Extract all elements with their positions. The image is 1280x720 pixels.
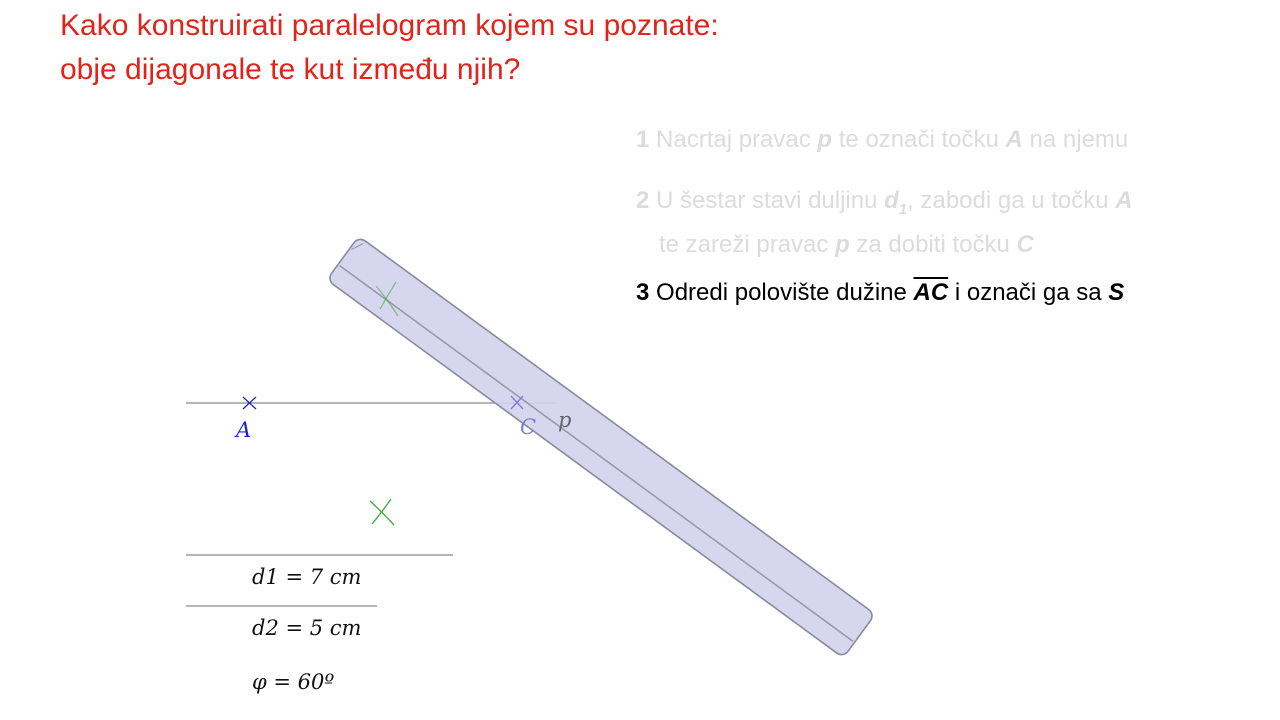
- given-d1: d1 = 7 cm: [252, 565, 362, 589]
- step-text: , zabodi ga u točku: [907, 187, 1116, 214]
- step-text: za dobiti točku: [849, 230, 1017, 258]
- step-text: U šestar stavi duljinu: [649, 187, 885, 214]
- point-a-ref: A: [1115, 187, 1133, 214]
- arc-mark-lower: [370, 499, 394, 525]
- title-line-1: Kako konstruirati paralelogram kojem su poznate:: [60, 9, 719, 42]
- step-text: Nacrtaj pravac: [649, 126, 818, 153]
- step-number: 2: [636, 187, 650, 214]
- step-text: Odredi polovište dužine: [649, 279, 914, 306]
- given-angle: φ = 60º: [252, 670, 335, 694]
- line-p-ref: p: [835, 230, 850, 258]
- step-number: 3: [636, 279, 650, 306]
- step-text: na njemu: [1022, 126, 1129, 153]
- step-text: te zareži pravac: [659, 230, 836, 258]
- length-d-ref: d: [884, 187, 899, 214]
- point-a-ref: A: [1005, 126, 1023, 153]
- point-c-ref: C: [1016, 230, 1034, 258]
- step-text: i označi ga sa: [948, 279, 1109, 306]
- given-d2: d2 = 5 cm: [252, 616, 362, 640]
- segment-ac-ref: $\overline{AC}$: [913, 279, 949, 306]
- ruler[interactable]: [327, 236, 875, 658]
- title-line-2: obje dijagonale te kut između njih?: [60, 53, 521, 86]
- point-a-label: A: [236, 418, 252, 442]
- point-s-ref: S: [1108, 279, 1125, 306]
- point-c-label: C: [520, 415, 537, 439]
- line-p-ref: p: [817, 126, 833, 153]
- line-p-label: p: [558, 408, 572, 432]
- length-d-subscript: 1: [898, 200, 908, 218]
- step-text: te označi točku: [832, 126, 1006, 153]
- step-number: 1: [636, 126, 650, 153]
